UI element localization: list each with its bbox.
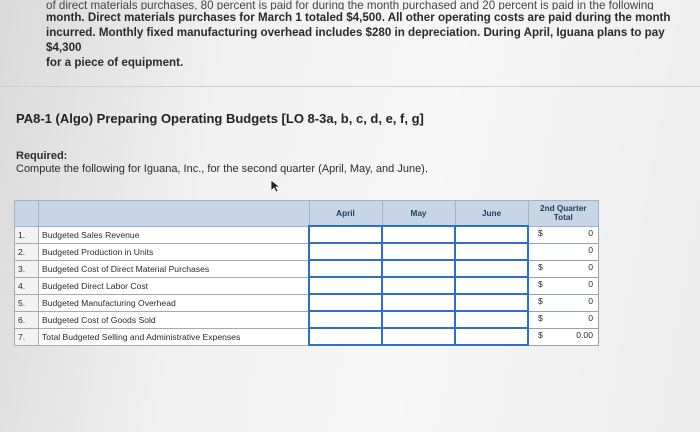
may-input[interactable]: [382, 277, 455, 294]
quarter-total-value: 0: [588, 295, 593, 306]
quarter-total-value: 0: [588, 278, 593, 289]
row-number: 7.: [15, 328, 39, 345]
row-number: 3.: [15, 260, 39, 277]
table-row: [15, 328, 599, 345]
april-input[interactable]: [309, 294, 382, 311]
row-label: Budgeted Cost of Direct Material Purchases: [39, 260, 310, 277]
april-input[interactable]: [309, 311, 382, 328]
may-input[interactable]: [382, 260, 455, 277]
may-input[interactable]: [382, 243, 455, 260]
intro-line-3: for a piece of equipment.: [46, 56, 184, 69]
quarter-total-cell: [528, 311, 599, 328]
row-label: Budgeted Manufacturing Overhead: [39, 294, 310, 311]
june-input[interactable]: [455, 294, 528, 311]
june-input[interactable]: [455, 311, 528, 328]
table-row: [15, 243, 599, 260]
april-input[interactable]: [309, 328, 382, 345]
quarter-total-value: 0: [588, 261, 593, 272]
column-header-quarter-total: [528, 201, 599, 227]
row-label: Total Budgeted Selling and Administrative Expenses: [39, 328, 310, 345]
june-input[interactable]: [455, 243, 528, 260]
april-input[interactable]: [309, 260, 382, 277]
june-input[interactable]: [455, 226, 528, 243]
quarter-total-value: 0: [588, 244, 593, 255]
table-row: [15, 311, 599, 328]
table-row: [15, 277, 599, 294]
quarter-total-cell: [528, 277, 599, 294]
table-row: [15, 226, 599, 243]
april-input[interactable]: [309, 277, 382, 294]
dollar-sign: $: [538, 261, 543, 272]
section-divider: [0, 86, 700, 87]
may-input[interactable]: [382, 328, 455, 345]
table-row: [15, 260, 599, 277]
june-input[interactable]: [455, 277, 528, 294]
row-number: 2.: [15, 243, 39, 260]
quarter-total-value: 0: [588, 227, 593, 238]
row-label: Budgeted Cost of Goods Sold: [39, 311, 310, 328]
row-label: Budgeted Direct Labor Cost: [39, 277, 310, 294]
required-label: Required:: [16, 150, 68, 162]
dollar-sign: $: [538, 227, 543, 238]
row-number: 6.: [15, 311, 39, 328]
dollar-sign: $: [538, 329, 543, 340]
quarter-total-cell: [528, 294, 599, 311]
intro-cut-line: of direct materials purchases, 80 percent is paid for during the month purchased and 20 percent is paid in the following: [46, 0, 654, 10]
quarter-header-line-2: Total: [553, 213, 573, 223]
intro-line-2: incurred. Monthly fixed manufacturing overhead includes $280 in depreciation. During April, Iguana plans to pay $4,300: [46, 26, 665, 54]
quarter-header-line-1: 2nd Quarter: [540, 204, 587, 214]
dollar-sign: $: [538, 312, 543, 323]
quarter-total-cell: [528, 243, 599, 260]
row-number: 1.: [15, 226, 39, 243]
budget-table: [14, 200, 599, 346]
column-header-april: April: [309, 201, 382, 227]
mouse-cursor-icon: [270, 179, 282, 193]
quarter-total-cell: [528, 328, 599, 345]
quarter-total-value: 0: [588, 312, 593, 323]
june-input[interactable]: [455, 328, 528, 345]
problem-text: [46, 2, 686, 70]
may-input[interactable]: [382, 311, 455, 328]
problem-title: PA8-1 (Algo) Preparing Operating Budgets [LO 8-3a, b, c, d, e, f, g]: [16, 111, 424, 126]
column-header-may: May: [382, 201, 455, 227]
intro-line-1: month. Direct materials purchases for March 1 totaled $4,500. All other operating costs are paid during the month: [46, 11, 671, 24]
row-label: Budgeted Production in Units: [39, 243, 310, 260]
table-row: [15, 294, 599, 311]
may-input[interactable]: [382, 226, 455, 243]
row-number: 5.: [15, 294, 39, 311]
quarter-total-cell: [528, 226, 599, 243]
required-text: Compute the following for Iguana, Inc., for the second quarter (April, May, and June).: [16, 163, 428, 175]
row-label: Budgeted Sales Revenue: [39, 226, 310, 243]
april-input[interactable]: [309, 226, 382, 243]
quarter-total-cell: [528, 260, 599, 277]
quarter-total-value: 0.00: [576, 329, 593, 340]
june-input[interactable]: [455, 260, 528, 277]
dollar-sign: $: [538, 278, 543, 289]
row-number: 4.: [15, 277, 39, 294]
column-header-june: June: [455, 201, 528, 227]
april-input[interactable]: [309, 243, 382, 260]
dollar-sign: $: [538, 295, 543, 306]
may-input[interactable]: [382, 294, 455, 311]
